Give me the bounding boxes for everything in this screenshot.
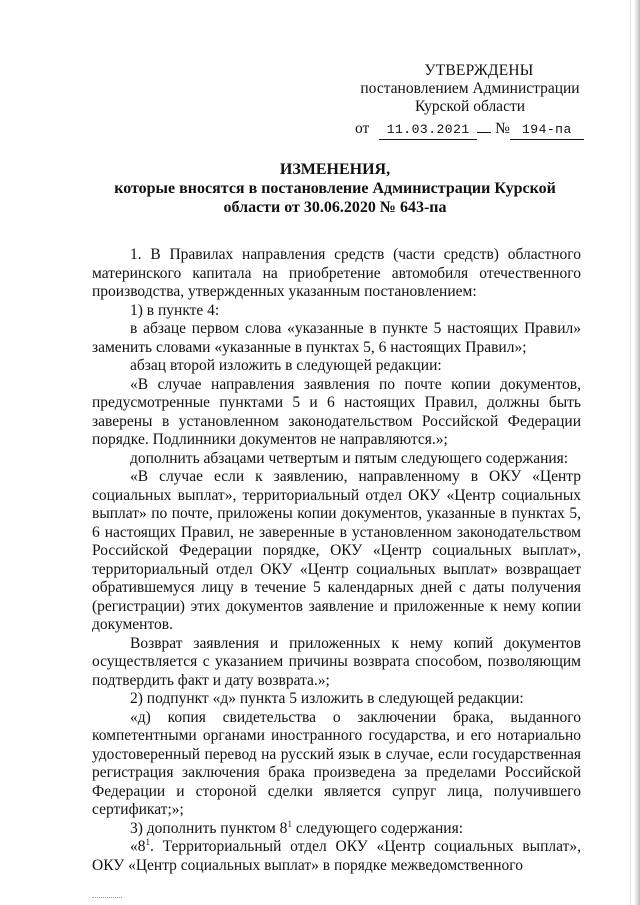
heading-subtitle: которые вносятся в постановление Администрации Курской области от 30.06.2020 № 643-па (114, 180, 556, 216)
paragraph: Возврат заявления и приложенных к нему копий документов осуществляется с указанием причины возврата способом, позволяющим подтвердить факт и дату возврата.»; (92, 634, 581, 689)
approval-date-line (355, 120, 585, 140)
paragraph: «В случае направления заявления по почте копии документов, предусмотренные пунктами 5 и 6 настоящих Правил, должны быть заверены в установленном законодательством Российской Федерации порядке. Подлинники документов не направляются.»; (92, 375, 581, 448)
scan-edge-line (630, 0, 631, 905)
scan-edge-shadow (634, 0, 640, 905)
point3-text-end: следующего содержания: (291, 819, 464, 837)
document-body (92, 246, 581, 875)
paragraph: 1. В Правилах направления средств (части средств) областного материнского капитала на приобретение автомобиля отечественного производства, утвержденных указанным постановлением: (92, 246, 581, 300)
point8-text: «8 (130, 838, 146, 855)
paragraph: абзац второй изложить в следующей редакции: (130, 357, 442, 374)
approval-line-1: постановлением Администрации (360, 80, 580, 97)
paragraph: 1) в пункте 4: (130, 301, 220, 319)
paragraph: «д) копия свидетельства о заключении брака, выданного компетентными органами иностранного государства, и его нотариально удостоверенный перевод на русский язык в случае, если государственная регистрация заключения брака произведена за пределами Российской Федерации и стороной сделки является супруг лица, получившего сертификат;»; (92, 708, 581, 818)
approval-line-2: Курской области (414, 98, 526, 115)
heading-title: ИЗМЕНЕНИЯ, (279, 161, 391, 178)
document-heading (100, 160, 570, 217)
point3-superscript: 1 (287, 818, 292, 829)
paragraph: дополнить абзацами четвертым и пятым следующего содержания: (130, 449, 569, 467)
number-label: № (495, 120, 510, 137)
approval-block (355, 62, 585, 140)
point3-text: 3) дополнить пунктом 8 (130, 819, 288, 837)
from-label: от (355, 120, 370, 137)
paragraph-point-3 (92, 820, 581, 839)
approval-title: УТВЕРЖДЕНЫ (424, 62, 534, 79)
paragraph: 2) подпункт «д» пункта 5 изложить в следующей редакции: (130, 690, 524, 707)
paragraph-point-8-1 (92, 838, 581, 875)
approval-date: 11.03.2021 (379, 121, 477, 140)
point8-text-end: . Территориальный отдел ОКУ «Центр социальных выплат», ОКУ «Центр социальных выплат» в порядке межведомственного (92, 838, 581, 874)
approval-number: 194-па (510, 121, 584, 140)
point8-superscript: 1 (145, 837, 150, 847)
date-underline-gap (477, 132, 491, 133)
paragraph: «В случае если к заявлению, направленному в ОКУ «Центр социальных выплат», территориальный отдел ОКУ «Центр социальных выплат» по почте, приложены копии документов, указанные в пунктах 5, 6 настоящих Правил, не заверенные в установленном законодательством Российской Федерации порядке, ОКУ «Центр социальных выплат», территориальный отдел ОКУ «Центр социальных выплат» возвращает обратившемуся лицу в течение 5 календарных дней с даты получения (регистрации) этих документов заявление и приложенные к нему копии документов. (92, 468, 581, 633)
paragraph: в абзаце первом слова «указанные в пункте 5 настоящих Правил» заменить словами «указанные в пунктах 5, 6 настоящих Правил»; (92, 320, 581, 356)
scan-bottom-mark (92, 897, 122, 900)
